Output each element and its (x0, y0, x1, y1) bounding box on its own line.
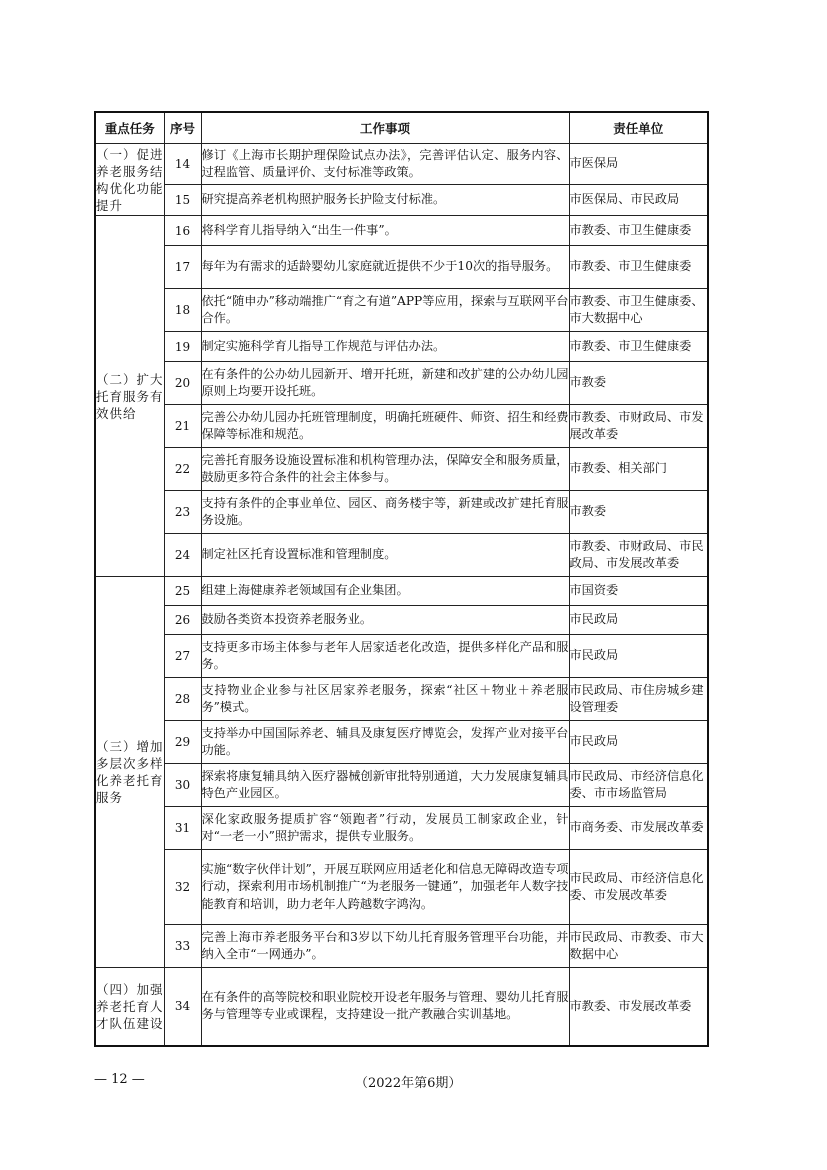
table-row (95, 332, 708, 362)
task-cell: （二）扩大托育服务有效供给 (95, 216, 164, 577)
responsible-unit: 市教委、市卫生健康委 (569, 216, 708, 246)
table-row (95, 764, 708, 807)
work-item: 在有条件的公办幼儿园新开、增开托班，新建和改扩建的公办幼儿园原则上均要开设托班。 (201, 362, 569, 405)
table-row (95, 246, 708, 289)
table-row (95, 850, 708, 925)
work-item: 制定社区托育设置标准和管理制度。 (201, 534, 569, 577)
row-number: 21 (164, 405, 201, 448)
responsible-unit: 市教委、市财政局、市民政局、市发展改革委 (569, 534, 708, 577)
row-number: 20 (164, 362, 201, 405)
table-row (95, 968, 708, 1046)
work-item: 每年为有需求的适龄婴幼儿家庭就近提供不少于10次的指导服务。 (201, 246, 569, 289)
table-row (95, 606, 708, 635)
table-row (95, 534, 708, 577)
work-item: 组建上海健康养老领域国有企业集团。 (201, 577, 569, 606)
row-number: 16 (164, 216, 201, 246)
table-row (95, 577, 708, 606)
task-cell: （一）促进养老服务结构优化功能提升 (95, 144, 164, 216)
page-number: — 12 — (94, 1072, 145, 1087)
row-number: 33 (164, 925, 201, 968)
work-item: 研究提高养老机构照护服务长护险支付标准。 (201, 185, 569, 216)
work-item: 制定实施科学育儿指导工作规范与评估办法。 (201, 332, 569, 362)
row-number: 32 (164, 850, 201, 925)
issue-label: （2022年第6期） (355, 1076, 462, 1091)
table-row (95, 362, 708, 405)
table-row (95, 144, 708, 185)
header-task: 重点任务 (95, 112, 164, 144)
header-responsible-unit: 责任单位 (569, 112, 708, 144)
work-item: 支持举办中国国际养老、辅具及康复医疗博览会，发挥产业对接平台功能。 (201, 721, 569, 764)
responsible-unit: 市民政局 (569, 606, 708, 635)
work-item: 实施“数字伙伴计划”，开展互联网应用适老化和信息无障碍改造专项行动，探索利用市场机制推广“为老服务一键通”，加强老年人数字技能教育和培训，助力老年人跨越数字鸿沟。 (201, 850, 569, 925)
task-cell: （三）增加多层次多样化养老托育服务 (95, 577, 164, 968)
responsible-unit: 市教委、相关部门 (569, 448, 708, 491)
table-row (95, 491, 708, 534)
row-number: 29 (164, 721, 201, 764)
row-number: 15 (164, 185, 201, 216)
row-number: 34 (164, 968, 201, 1046)
table-row (95, 807, 708, 850)
table-row (95, 925, 708, 968)
responsible-unit: 市医保局 (569, 144, 708, 185)
work-item: 将科学育儿指导纳入“出生一件事”。 (201, 216, 569, 246)
responsible-unit: 市民政局 (569, 721, 708, 764)
responsible-unit: 市教委、市卫生健康委 (569, 246, 708, 289)
work-item: 探索将康复辅具纳入医疗器械创新审批特别通道，大力发展康复辅具特色产业园区。 (201, 764, 569, 807)
responsible-unit: 市教委、市财政局、市发展改革委 (569, 405, 708, 448)
header-number: 序号 (164, 112, 201, 144)
responsible-unit: 市教委 (569, 362, 708, 405)
work-item: 支持物业企业参与社区居家养老服务，探索“社区＋物业＋养老服务”模式。 (201, 678, 569, 721)
row-number: 31 (164, 807, 201, 850)
table-row (95, 289, 708, 332)
work-item: 依托“随申办”移动端推广“育之有道”APP等应用，探索与互联网平台合作。 (201, 289, 569, 332)
table-row (95, 216, 708, 246)
table-row (95, 678, 708, 721)
table-row (95, 721, 708, 764)
work-item: 支持有条件的企事业单位、园区、商务楼宇等，新建或改扩建托育服务设施。 (201, 491, 569, 534)
work-item: 支持更多市场主体参与老年人居家适老化改造，提供多样化产品和服务。 (201, 635, 569, 678)
row-number: 22 (164, 448, 201, 491)
work-item: 在有条件的高等院校和职业院校开设老年服务与管理、婴幼儿托育服务与管理等专业或课程，支持建设一批产教融合实训基地。 (201, 968, 569, 1046)
row-number: 28 (164, 678, 201, 721)
row-number: 17 (164, 246, 201, 289)
responsible-unit: 市教委、市卫生健康委、市大数据中心 (569, 289, 708, 332)
row-number: 25 (164, 577, 201, 606)
responsible-unit: 市教委、市卫生健康委 (569, 332, 708, 362)
row-number: 27 (164, 635, 201, 678)
work-item: 深化家政服务提质扩容“领跑者”行动，发展员工制家政企业，针对“一老一小”照护需求，提供专业服务。 (201, 807, 569, 850)
responsible-unit: 市民政局、市住房城乡建设管理委 (569, 678, 708, 721)
task-cell: （四）加强养老托育人才队伍建设 (95, 968, 164, 1046)
table-header-row (95, 112, 708, 144)
row-number: 26 (164, 606, 201, 635)
responsible-unit: 市商务委、市发展改革委 (569, 807, 708, 850)
work-item: 鼓励各类资本投资养老服务业。 (201, 606, 569, 635)
responsible-unit: 市医保局、市民政局 (569, 185, 708, 216)
work-item: 完善公办幼儿园办托班管理制度，明确托班硬件、师资、招生和经费保障等标准和规范。 (201, 405, 569, 448)
table-row (95, 185, 708, 216)
responsible-unit: 市国资委 (569, 577, 708, 606)
responsible-unit: 市民政局 (569, 635, 708, 678)
task-table (94, 111, 709, 1047)
work-item: 完善托育服务设施设置标准和机构管理办法，保障安全和服务质量，鼓励更多符合条件的社会主体参与。 (201, 448, 569, 491)
work-item: 完善上海市养老服务平台和3岁以下幼儿托育服务管理平台功能，并纳入全市“一网通办”。 (201, 925, 569, 968)
responsible-unit: 市教委、市发展改革委 (569, 968, 708, 1046)
row-number: 14 (164, 144, 201, 185)
header-work-item: 工作事项 (201, 112, 569, 144)
responsible-unit: 市民政局、市经济信息化委、市发展改革委 (569, 850, 708, 925)
responsible-unit: 市民政局、市教委、市大数据中心 (569, 925, 708, 968)
responsible-unit: 市教委 (569, 491, 708, 534)
table-row (95, 635, 708, 678)
row-number: 24 (164, 534, 201, 577)
work-item: 修订《上海市长期护理保险试点办法》，完善评估认定、服务内容、过程监管、质量评价、支付标准等政策。 (201, 144, 569, 185)
row-number: 18 (164, 289, 201, 332)
responsible-unit: 市民政局、市经济信息化委、市市场监管局 (569, 764, 708, 807)
row-number: 19 (164, 332, 201, 362)
table-row (95, 405, 708, 448)
row-number: 30 (164, 764, 201, 807)
row-number: 23 (164, 491, 201, 534)
table-row (95, 448, 708, 491)
